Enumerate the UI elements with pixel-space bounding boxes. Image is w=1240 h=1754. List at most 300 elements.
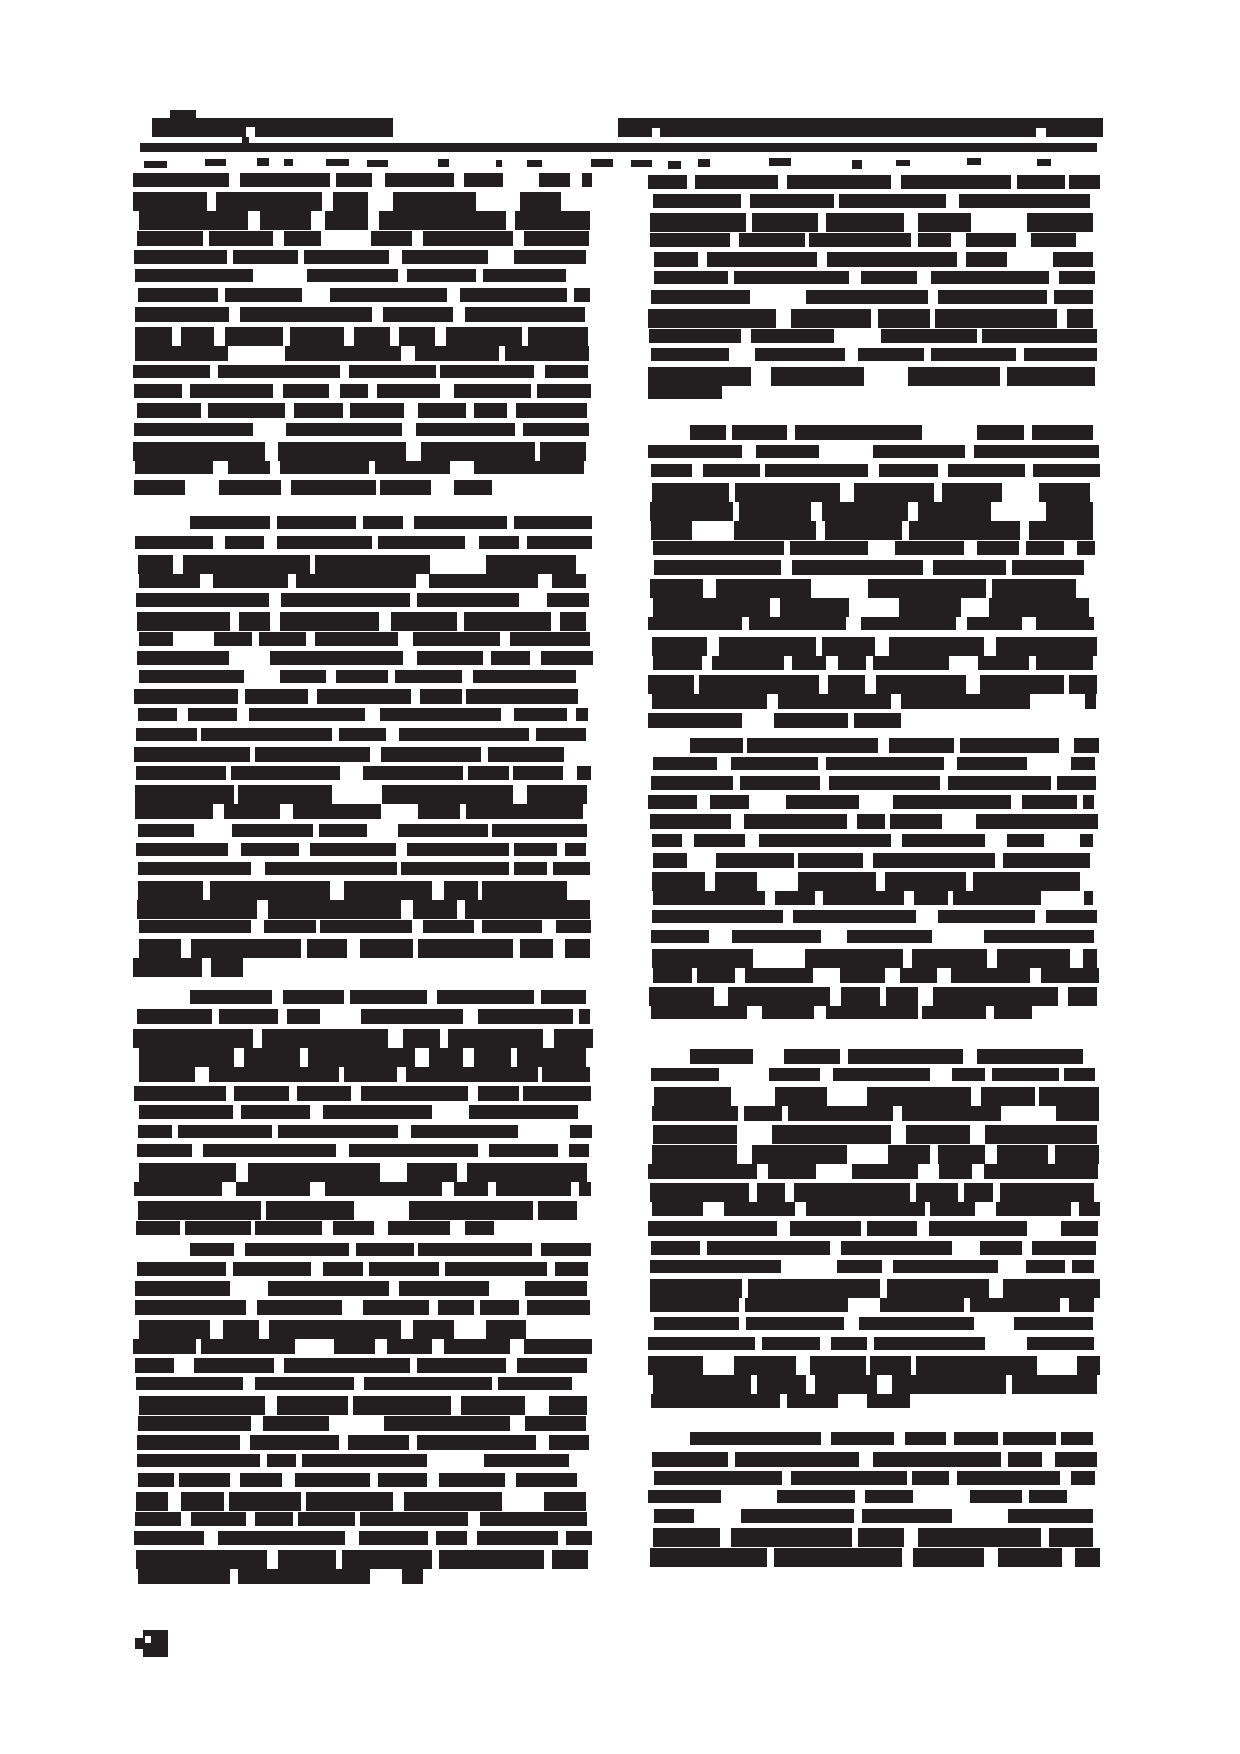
ink-segment — [933, 987, 1058, 1006]
ink-segment — [651, 1241, 700, 1255]
ink-segment — [133, 958, 202, 977]
ink-segment — [418, 939, 514, 958]
ink-segment — [444, 1339, 511, 1354]
ink-segment — [833, 1068, 930, 1081]
ink-segment — [1057, 776, 1096, 790]
ink-segment — [514, 843, 557, 856]
ink-segment — [528, 327, 588, 346]
ink-segment — [383, 307, 454, 322]
ink-segment — [774, 713, 847, 728]
ink-segment — [178, 1125, 272, 1138]
text-line — [134, 1182, 591, 1196]
ink-segment — [498, 1377, 573, 1390]
ink-segment — [445, 1262, 547, 1276]
ink-segment — [577, 766, 591, 780]
ink-segment — [315, 555, 430, 574]
text-line — [138, 288, 590, 302]
ink-segment — [139, 939, 181, 958]
ink-segment — [741, 1509, 854, 1523]
ink-segment — [826, 213, 904, 232]
ink-segment — [1079, 1202, 1100, 1216]
ink-segment — [402, 1569, 423, 1584]
ink-segment — [650, 814, 731, 829]
ink-segment — [209, 231, 272, 246]
ink-segment — [648, 445, 742, 458]
ink-segment — [414, 516, 507, 529]
ink-segment — [480, 1300, 519, 1315]
ink-segment — [223, 1320, 258, 1339]
ink-segment — [138, 1201, 261, 1220]
ink-segment — [137, 231, 203, 246]
text-line — [648, 1337, 1094, 1350]
ink-segment — [380, 480, 431, 495]
ink-segment — [135, 785, 234, 804]
ink-segment — [429, 574, 538, 588]
ink-segment — [772, 1125, 891, 1144]
text-line — [648, 795, 1094, 809]
ink-segment — [139, 1048, 234, 1067]
text-line — [139, 920, 591, 933]
ink-segment — [788, 1106, 893, 1121]
text-line — [139, 1105, 586, 1119]
ink-segment — [653, 598, 770, 617]
ink-segment — [245, 689, 308, 704]
ink-segment — [262, 1029, 388, 1048]
ink-segment — [395, 670, 462, 683]
ink-segment — [139, 1067, 195, 1082]
page-number-counter — [145, 1636, 151, 1643]
ink-segment — [795, 425, 922, 440]
text-line — [690, 1432, 1093, 1445]
ink-segment — [468, 766, 509, 780]
ink-segment — [406, 1067, 538, 1082]
ink-segment — [873, 656, 950, 670]
ink-segment — [560, 612, 586, 631]
ink-segment — [870, 1356, 911, 1375]
ink-segment — [902, 1106, 1001, 1121]
ink-segment — [307, 269, 398, 282]
ink-segment — [134, 480, 185, 495]
ink-segment — [232, 824, 314, 837]
ink-segment — [135, 536, 213, 549]
subrule-mark — [527, 160, 542, 167]
ink-segment — [810, 1356, 866, 1375]
ink-segment — [902, 834, 985, 847]
ink-segment — [756, 445, 819, 458]
ink-segment — [1000, 1183, 1094, 1202]
text-line — [648, 713, 901, 728]
text-line — [652, 694, 1096, 709]
ink-segment — [1008, 1452, 1042, 1467]
ink-segment — [333, 1221, 373, 1235]
ink-segment — [881, 329, 977, 343]
ink-segment — [887, 1279, 989, 1298]
ink-segment — [732, 930, 821, 943]
ink-segment — [375, 461, 449, 474]
ink-segment — [307, 939, 347, 958]
text-line — [650, 502, 1093, 521]
ink-segment — [486, 555, 576, 574]
ink-segment — [134, 1531, 204, 1545]
ink-segment — [538, 1201, 578, 1220]
ink-segment — [715, 872, 757, 891]
ink-segment — [728, 987, 830, 1006]
ink-segment — [731, 1528, 852, 1547]
ink-segment — [382, 785, 513, 804]
ink-segment — [1046, 502, 1093, 521]
ink-segment — [138, 555, 173, 574]
ink-segment — [407, 269, 476, 282]
ink-segment — [966, 252, 1007, 267]
ink-segment — [874, 1337, 986, 1350]
page-number-glyph-serif — [135, 1638, 144, 1649]
ink-segment — [648, 675, 694, 694]
ink-segment — [959, 194, 1090, 208]
text-line — [138, 862, 590, 875]
header-rule — [140, 143, 1097, 152]
ink-segment — [1071, 1471, 1095, 1485]
ink-segment — [762, 1337, 820, 1350]
text-line — [654, 252, 1093, 267]
ink-segment — [744, 814, 847, 829]
ink-segment — [989, 598, 1089, 617]
ink-segment — [916, 1356, 1037, 1375]
ink-segment — [387, 1339, 432, 1354]
ink-segment — [380, 708, 501, 721]
ink-segment — [137, 403, 201, 418]
ink-segment — [135, 1358, 174, 1373]
ink-segment — [880, 1298, 965, 1312]
ink-segment — [774, 1548, 902, 1567]
ink-segment — [652, 834, 682, 847]
ink-segment — [135, 1300, 246, 1315]
ink-segment — [413, 1320, 454, 1339]
ink-segment — [938, 290, 1047, 304]
ink-segment — [805, 949, 903, 968]
ink-segment — [377, 384, 440, 398]
ink-segment — [133, 442, 265, 461]
ink-segment — [912, 1471, 950, 1485]
ink-segment — [278, 1125, 398, 1138]
ink-segment — [960, 738, 1059, 753]
ink-segment — [977, 425, 1025, 440]
text-line — [648, 1490, 1096, 1503]
ink-segment — [283, 384, 328, 398]
ink-segment — [460, 288, 566, 302]
ink-segment — [1054, 290, 1093, 304]
text-line — [651, 1068, 1095, 1081]
ink-segment — [525, 1281, 587, 1296]
ink-segment — [439, 1550, 543, 1569]
ink-segment — [138, 708, 177, 721]
ink-segment — [139, 1320, 210, 1339]
ink-segment — [651, 521, 692, 540]
ink-segment — [699, 675, 818, 694]
text-line — [137, 1262, 588, 1276]
ink-segment — [399, 327, 435, 346]
ink-segment — [284, 1358, 410, 1373]
ink-segment — [527, 1300, 590, 1315]
text-line — [652, 1202, 1100, 1216]
ink-segment — [356, 1243, 414, 1256]
ink-segment — [719, 637, 816, 656]
ink-segment — [752, 1145, 847, 1164]
ink-segment — [1022, 795, 1077, 809]
ink-segment — [652, 910, 783, 923]
subrule-mark — [896, 160, 910, 166]
text-line — [648, 309, 1093, 328]
ink-segment — [862, 1509, 952, 1523]
ink-segment — [547, 593, 589, 607]
ink-segment — [136, 728, 197, 741]
ink-segment — [893, 795, 1011, 809]
ink-segment — [133, 365, 210, 378]
subrule-mark — [631, 160, 652, 167]
ink-segment — [191, 1512, 246, 1526]
text-line — [653, 656, 1093, 670]
ink-segment — [211, 958, 243, 977]
ink-segment — [653, 541, 784, 555]
ink-segment — [201, 728, 332, 741]
ink-segment — [516, 1473, 577, 1487]
ink-segment — [342, 1550, 432, 1569]
ink-segment — [798, 853, 863, 868]
text-line — [133, 958, 243, 977]
ink-segment — [138, 288, 218, 302]
ink-segment — [542, 1067, 590, 1082]
ink-segment — [806, 1202, 925, 1216]
text-line — [137, 1435, 589, 1450]
ink-segment — [724, 1202, 795, 1216]
ink-segment — [514, 862, 547, 875]
ink-segment — [297, 1086, 352, 1101]
ink-segment — [185, 1221, 251, 1235]
ink-segment — [653, 891, 765, 905]
text-line — [134, 747, 593, 762]
ink-segment — [267, 1454, 296, 1467]
ink-segment — [1041, 968, 1099, 983]
ink-segment — [755, 348, 845, 361]
text-line — [135, 1300, 590, 1315]
ink-segment — [792, 656, 825, 670]
ink-segment — [363, 1300, 430, 1315]
ink-segment — [139, 211, 248, 230]
ink-segment — [545, 365, 588, 378]
text-line — [650, 1548, 1100, 1567]
ink-segment — [1036, 617, 1094, 630]
subrule-mark — [852, 160, 862, 169]
ink-segment — [841, 1241, 953, 1255]
ink-segment — [298, 1512, 355, 1526]
ink-segment — [1055, 1452, 1097, 1467]
ink-segment — [707, 1241, 830, 1255]
ink-segment — [549, 1435, 589, 1450]
ink-segment — [648, 1490, 721, 1503]
page-number-glyph — [143, 1630, 168, 1657]
ink-segment — [255, 1512, 293, 1526]
text-line — [648, 617, 1094, 630]
ink-segment — [703, 464, 760, 477]
ink-segment — [135, 269, 253, 282]
ink-segment — [984, 1164, 1098, 1179]
ink-segment — [482, 881, 566, 900]
ink-segment — [732, 425, 787, 440]
ink-segment — [735, 483, 840, 502]
text-line — [190, 990, 586, 1004]
ink-segment — [648, 1356, 703, 1375]
ink-segment — [353, 1396, 451, 1415]
ink-segment — [181, 327, 214, 346]
ink-segment — [654, 1471, 782, 1485]
ink-segment — [514, 708, 568, 721]
ink-segment — [651, 1006, 747, 1019]
ink-segment — [690, 738, 743, 753]
ink-segment — [798, 872, 876, 891]
ink-segment — [829, 776, 940, 790]
ink-segment — [838, 656, 867, 670]
ink-segment — [762, 1006, 814, 1019]
ink-segment — [859, 1317, 974, 1330]
ink-segment — [136, 766, 226, 780]
ink-segment — [137, 651, 229, 665]
text-line — [650, 1298, 1094, 1312]
ink-segment — [848, 1049, 964, 1064]
ink-segment — [514, 516, 592, 529]
text-line — [651, 290, 1093, 304]
ink-segment — [245, 1243, 349, 1256]
ink-segment — [885, 872, 966, 891]
text-line — [139, 1320, 589, 1339]
ink-segment — [861, 617, 956, 630]
text-line — [653, 1125, 1097, 1144]
ink-segment — [744, 1106, 782, 1121]
ink-segment — [409, 1201, 532, 1220]
ink-segment — [280, 612, 379, 631]
ink-segment — [553, 862, 590, 875]
ink-segment — [1069, 675, 1097, 694]
ink-segment — [474, 403, 507, 418]
ink-segment — [948, 776, 1052, 790]
ink-segment — [752, 213, 818, 232]
ink-segment — [823, 891, 903, 905]
ink-segment — [1027, 1337, 1094, 1350]
text-line — [135, 804, 589, 819]
ink-segment — [653, 1375, 751, 1394]
ink-segment — [418, 403, 466, 418]
ink-segment — [579, 1009, 590, 1024]
ink-segment — [650, 1279, 742, 1298]
ink-segment — [349, 365, 436, 378]
ink-segment — [648, 1164, 757, 1179]
ink-segment — [1074, 738, 1099, 753]
ink-segment — [283, 990, 345, 1004]
ink-segment — [793, 910, 917, 923]
ink-segment — [417, 651, 482, 665]
ink-segment — [136, 843, 228, 856]
ink-segment — [690, 1049, 753, 1064]
text-line — [652, 949, 1097, 968]
ink-segment — [133, 1029, 253, 1048]
ink-segment — [900, 968, 937, 983]
ink-segment — [1059, 271, 1095, 284]
ink-segment — [136, 1377, 243, 1390]
ink-segment — [982, 329, 1097, 343]
text-line — [648, 1164, 1098, 1179]
ink-segment — [980, 1241, 1023, 1255]
subrule-mark — [967, 158, 980, 165]
ink-segment — [208, 403, 286, 418]
ink-segment — [1067, 309, 1093, 328]
ink-segment — [1031, 233, 1076, 247]
ink-segment — [857, 814, 885, 829]
ink-segment — [136, 1550, 267, 1569]
ink-segment — [747, 738, 878, 753]
left-title-bar — [152, 118, 393, 137]
ink-segment — [454, 384, 531, 398]
ink-segment — [138, 862, 251, 875]
text-line — [653, 757, 1095, 770]
ink-segment — [336, 670, 388, 683]
ink-segment — [344, 1067, 397, 1082]
ink-segment — [873, 1452, 1001, 1467]
text-line — [138, 1473, 592, 1487]
ink-segment — [651, 1068, 719, 1081]
ink-segment — [948, 464, 1025, 477]
ink-segment — [695, 175, 779, 189]
ink-segment — [304, 250, 389, 264]
ink-segment — [574, 288, 590, 302]
ink-segment — [784, 1049, 839, 1064]
ink-segment — [826, 1006, 918, 1019]
ink-segment — [135, 1512, 181, 1526]
ink-segment — [241, 1105, 310, 1119]
text-line — [650, 1279, 1100, 1298]
ink-segment — [268, 900, 401, 919]
ink-segment — [651, 290, 750, 304]
ink-segment — [1069, 1298, 1094, 1312]
text-line — [654, 1317, 1093, 1330]
ink-segment — [413, 632, 501, 646]
ink-segment — [448, 1029, 543, 1048]
text-line — [136, 1377, 590, 1390]
ink-segment — [749, 617, 847, 630]
ink-segment — [138, 824, 194, 837]
text-line — [135, 1281, 587, 1296]
text-line — [137, 403, 587, 418]
ink-segment — [401, 862, 508, 875]
ink-segment — [954, 1432, 998, 1445]
ink-segment — [240, 1473, 283, 1487]
ink-segment — [281, 593, 410, 607]
ink-segment — [361, 1009, 464, 1024]
ink-segment — [996, 1202, 1071, 1216]
ink-segment — [1026, 541, 1064, 555]
ink-segment — [330, 288, 447, 302]
ink-segment — [203, 1144, 336, 1157]
ink-segment — [231, 766, 340, 780]
ink-segment — [997, 949, 1070, 968]
ink-segment — [1032, 425, 1093, 440]
ink-segment — [423, 920, 474, 933]
ink-segment — [697, 968, 735, 983]
ink-segment — [1014, 1317, 1093, 1330]
text-line — [651, 1241, 1096, 1255]
ink-segment — [138, 881, 203, 900]
ink-segment — [790, 1221, 861, 1236]
ink-segment — [650, 502, 733, 521]
ink-segment — [966, 233, 1016, 247]
ink-segment — [334, 1339, 375, 1354]
